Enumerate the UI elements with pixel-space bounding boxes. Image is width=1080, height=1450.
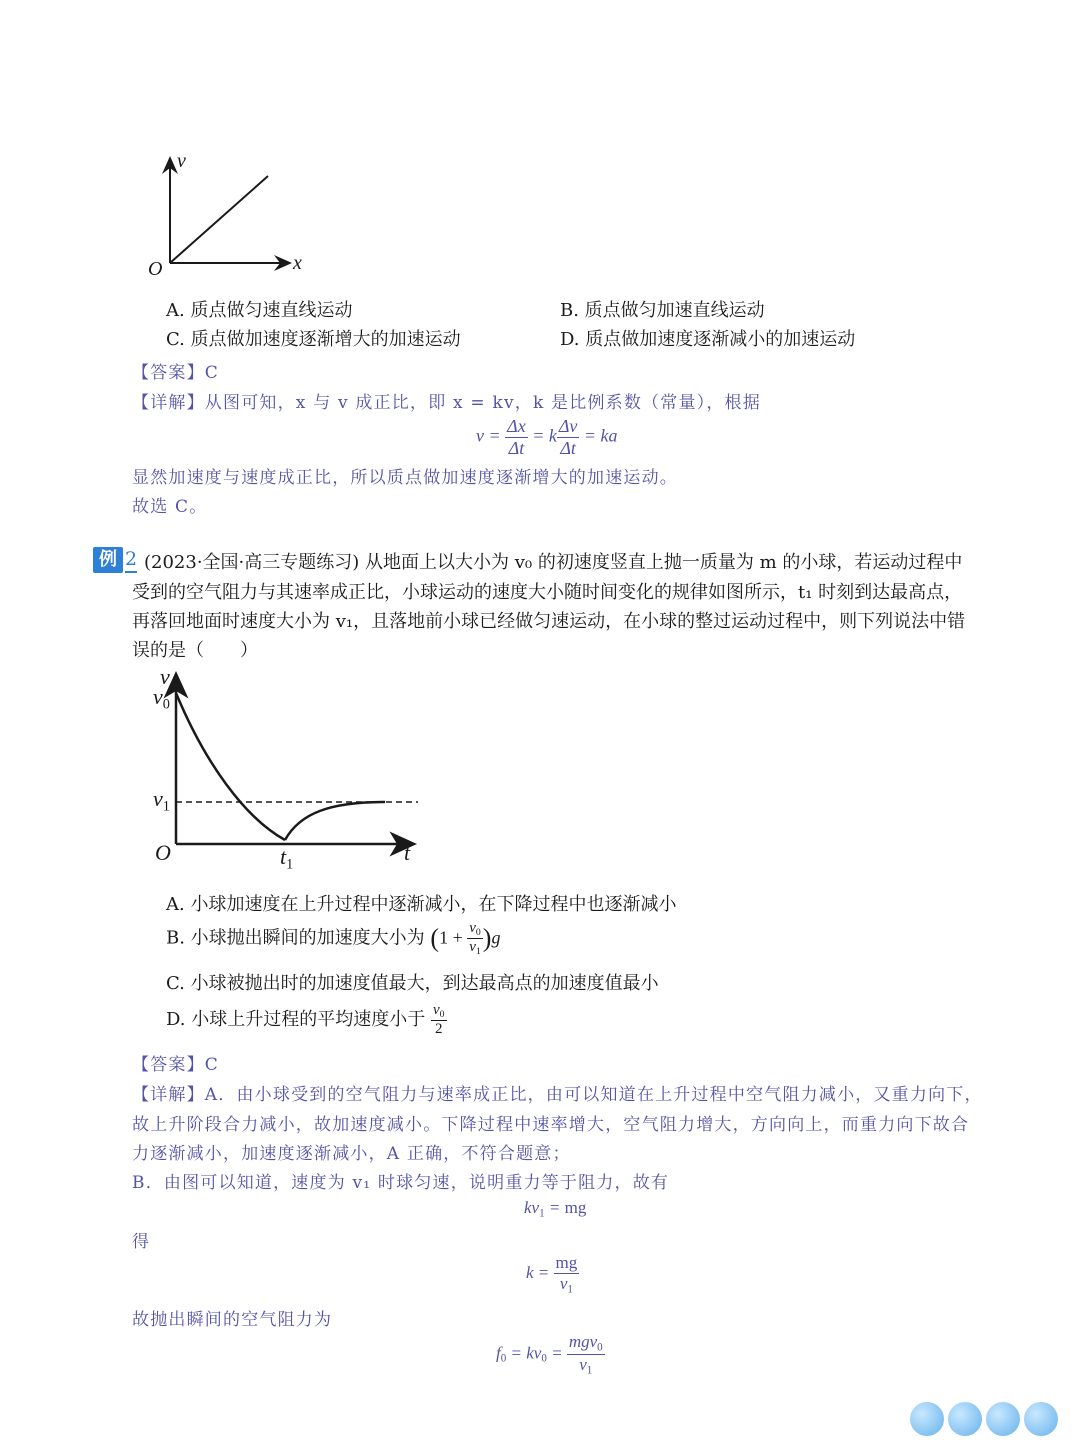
dot-icon (910, 1402, 944, 1436)
graph1-origin-label: O (148, 258, 163, 280)
q2-stem-line3: 再落回地面时速度大小为 v₁，且落地前小球已经做匀速运动，在小球的整过运动过程中，则下列说法中错 (132, 611, 966, 632)
fall-curve (285, 802, 385, 840)
q2-option-b: B. 小球抛出瞬间的加速度大小为 (1 + $\frac{v_0}{v_1}$ )g (166, 920, 501, 958)
q2-detail-b1: B．由图可以知道，速度为 v₁ 时球匀速，说明重力等于阻力，故有 (132, 1173, 670, 1193)
example-tag: 例 (93, 547, 123, 573)
graph2-t1-label: $t_1$ (280, 844, 294, 873)
watermark-dots (910, 1402, 1058, 1436)
graph1-x-label: x (293, 252, 302, 274)
q1-option-a: A. 质点做匀速直线运动 (166, 300, 353, 321)
q1-option-c: C. 质点做加速度逐渐增大的加速运动 (166, 329, 461, 350)
q1-detail-line1: 【详解】从图可知，x 与 v 成正比，即 x = kv，k 是比例系数（常量），根据 (132, 393, 761, 413)
q1-detail-line3: 故选 C。 (132, 497, 208, 517)
graph2-v0-label: $v_0$ (153, 684, 170, 713)
graph2-origin-label: O (155, 840, 171, 865)
q2-detail-a3: 力逐渐减小，加速度逐渐减小，A 正确，不符合题意； (132, 1144, 571, 1164)
q2-stem-line4: 误的是（ ） (132, 640, 258, 661)
q1-option-b: B. 质点做匀加速直线运动 (560, 300, 765, 321)
q2-option-c: C. 小球被抛出时的加速度值最大，到达最高点的加速度值最小 (166, 973, 659, 994)
q2-option-a: A. 小球加速度在上升过程中逐渐减小，在下降过程中也逐渐减小 (166, 894, 677, 915)
dot-icon (948, 1402, 982, 1436)
graph1-y-label: v (177, 150, 186, 172)
q2-detail-a2: 故上升阶段合力减小，故加速度减小。下降过程中速率增大，空气阻力增大，方向向上，而重力向下故合 (132, 1115, 970, 1135)
graph2-x-label: t (404, 840, 411, 865)
graph-v-t (150, 668, 430, 868)
word-de: 得 (132, 1232, 151, 1252)
q2-stem-line1: (2023·全国·高三专题练习) 从地面上以大小为 v₀ 的初速度竖直上抛一质量为 m 的小球，若运动过程中 (144, 552, 963, 573)
dot-icon (1024, 1402, 1058, 1436)
q1-detail-line2: 显然加速度与速度成正比，所以质点做加速度逐渐增大的加速运动。 (132, 468, 678, 488)
q2-detail-a1: 【详解】A．由小球受到的空气阻力与速率成正比，由可以知道在上升过程中空气阻力减小，又重力向下， (132, 1085, 983, 1105)
q1-option-d: D. 质点做加速度逐渐减小的加速运动 (560, 329, 856, 350)
q1-answer: 【答案】C (132, 363, 220, 383)
q1-formula: v = $\frac{\Delta x}{\Delta t}$ = k $\frac{\Delta v}{\Delta t}$ = ka (476, 416, 618, 458)
q2-answer: 【答案】C (132, 1055, 220, 1075)
formula-f0: $f_0 = kv_0$ = $\frac{mgv_0}{v_1}$ (496, 1332, 603, 1377)
rise-curve (176, 693, 285, 840)
dot-icon (986, 1402, 1020, 1436)
graph-v-x-line (170, 176, 268, 263)
formula-k: k = $\frac{mg}{v_1}$ (526, 1253, 578, 1295)
q2-detail-b2: 故抛出瞬间的空气阻力为 (132, 1310, 333, 1330)
q2-stem-line2: 受到的空气阻力与其速率成正比，小球运动的速度大小随时间变化的规律如图所示，t₁ 时刻到达最高点， (132, 582, 963, 603)
formula-kv1-mg: $kv_1$ = mg (524, 1198, 587, 1220)
graph2-y-label: v (160, 664, 170, 689)
example-number: 2 (125, 547, 137, 573)
q2-option-d: D. 小球上升过程的平均速度小于 $\frac{v_0}{2}$ (166, 1002, 445, 1038)
graph2-v1-label: $v_1$ (153, 786, 170, 815)
